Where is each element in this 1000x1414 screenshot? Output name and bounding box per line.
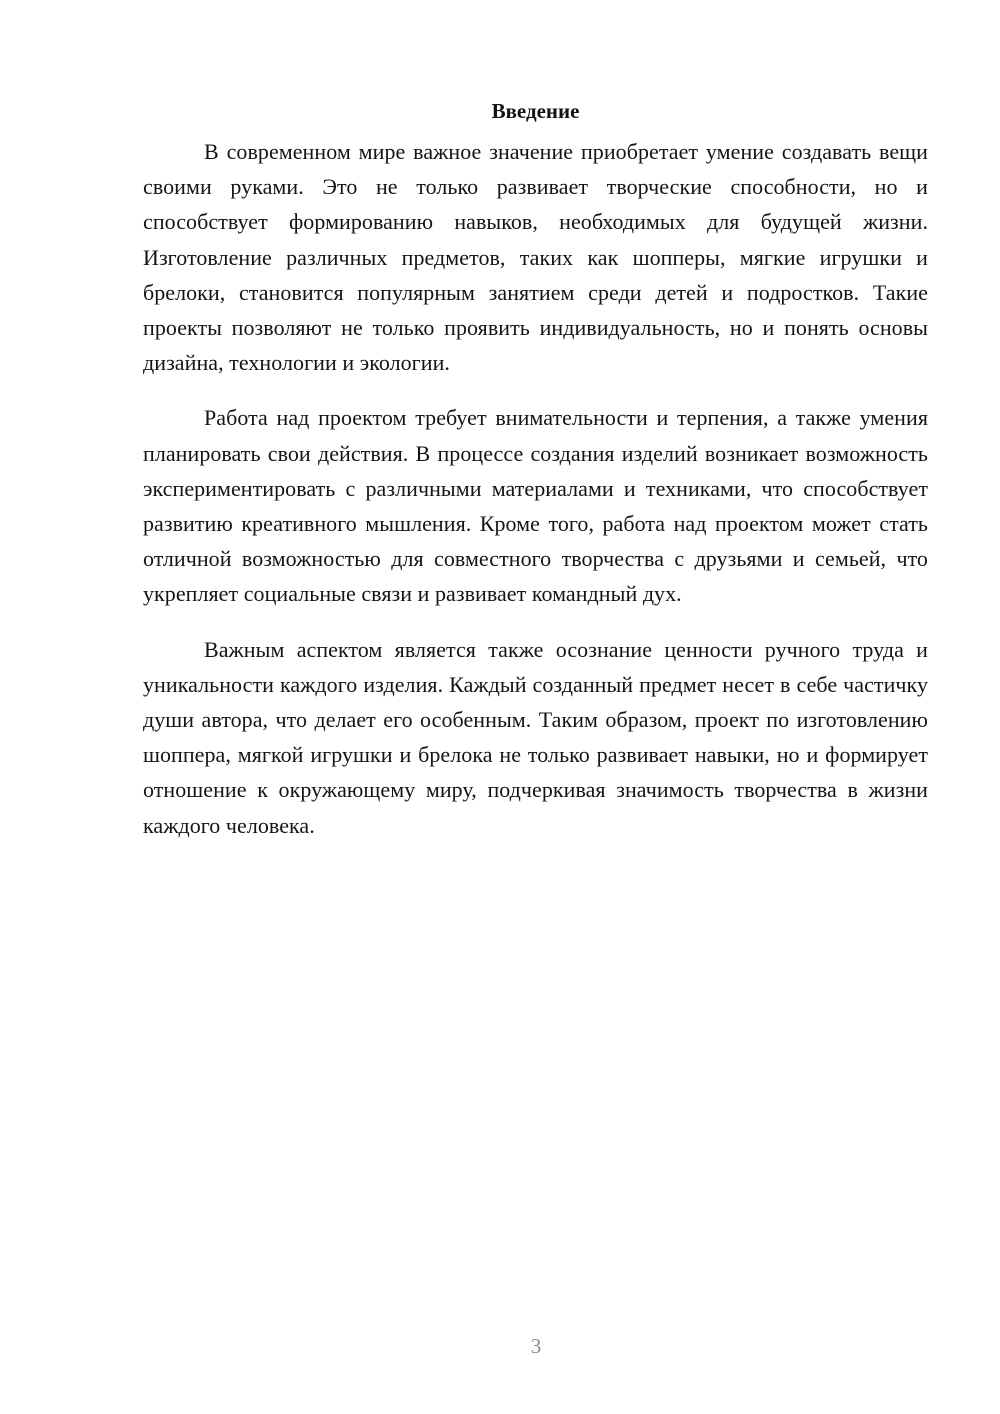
paragraph-2: Работа над проектом требует внимательности и терпения, а также умения планировать свои действия. В процессе создания изделий возникает возможность экспериментировать с различными материалами и техниками, что способствует развитию креативного мышления. Кроме того, работа над проектом может стать отличной возможностью для совместного творчества с друзьями и семьей, что укрепляет социальные связи и развивает командный дух. — [143, 405, 928, 607]
section-heading: Введение — [491, 99, 580, 123]
page-content — [143, 96, 928, 863]
paragraph-3: Важным аспектом является также осознание ценности ручного труда и уникальности каждого изделия. Каждый созданный предмет несет в себе частичку души автора, что делает его особенным. Таким образом, проект по изготовлению шоппера, мягкой игрушки и брелока не только развивает навыки, но и формирует отношение к окружающему миру, подчеркивая значимость творчества в жизни каждого человека. — [143, 636, 928, 838]
paragraph-1: В современном мире важное значение приобретает умение создавать вещи своими руками. Это не только развивает творческие способности, но и способствует формированию навыков, необходимых для будущей жизни. Изготовление различных предметов, таких как шопперы, мягкие игрушки и брелоки, становится популярным занятием среди детей и подростков. Такие проекты позволяют не только проявить индивидуальность, но и понять основы дизайна, технологии и экологии. — [143, 139, 928, 376]
page-number: 3 — [530, 1334, 542, 1358]
